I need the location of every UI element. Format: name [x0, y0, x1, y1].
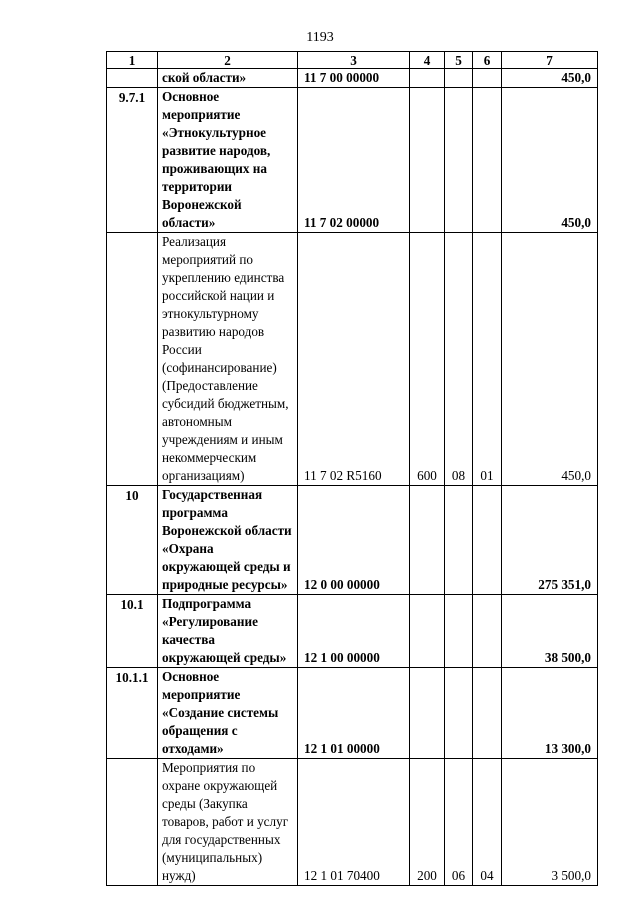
row-number: 10 — [107, 486, 158, 595]
row-code: 11 7 02 00000 — [298, 88, 410, 233]
row-amount: 450,0 — [502, 88, 598, 233]
row-code: 12 0 00 00000 — [298, 486, 410, 595]
table-row — [107, 595, 598, 668]
header-col-6: 6 — [473, 52, 502, 69]
row-amount: 3 500,0 — [502, 759, 598, 886]
row-col-5 — [445, 595, 473, 668]
header-col-7: 7 — [502, 52, 598, 69]
row-amount: 275 351,0 — [502, 486, 598, 595]
header-col-5: 5 — [445, 52, 473, 69]
row-col-4 — [410, 668, 445, 759]
row-col-6 — [473, 69, 502, 88]
header-col-3: 3 — [298, 52, 410, 69]
row-number — [107, 233, 158, 486]
row-code: 12 1 00 00000 — [298, 595, 410, 668]
row-col-6 — [473, 668, 502, 759]
row-name: Основное мероприятие «Этнокультурное развитие народов, проживающих на территории Воронежской области» — [158, 88, 298, 233]
row-name: ской области» — [158, 69, 298, 88]
page-number: 1193 — [306, 30, 334, 45]
row-col-5: 08 — [445, 233, 473, 486]
table-row — [107, 88, 598, 233]
row-number: 10.1 — [107, 595, 158, 668]
row-code: 12 1 01 00000 — [298, 668, 410, 759]
row-number — [107, 759, 158, 886]
row-col-5 — [445, 69, 473, 88]
row-col-5 — [445, 88, 473, 233]
row-code: 11 7 00 00000 — [298, 69, 410, 88]
header-col-1: 1 — [107, 52, 158, 69]
table-row — [107, 759, 598, 886]
row-number: 9.7.1 — [107, 88, 158, 233]
row-col-4 — [410, 88, 445, 233]
row-code: 11 7 02 R5160 — [298, 233, 410, 486]
budget-table — [106, 51, 598, 886]
row-col-4 — [410, 486, 445, 595]
row-name: Государственная программа Воронежской области «Охрана окружающей среды и природные ресурсы» — [158, 486, 298, 595]
row-code: 12 1 01 70400 — [298, 759, 410, 886]
row-name: Подпрограмма «Регулирование качества окружающей среды» — [158, 595, 298, 668]
row-col-4: 600 — [410, 233, 445, 486]
row-amount: 450,0 — [502, 69, 598, 88]
row-amount: 13 300,0 — [502, 668, 598, 759]
row-col-5: 06 — [445, 759, 473, 886]
row-amount: 38 500,0 — [502, 595, 598, 668]
table-row — [107, 668, 598, 759]
row-col-6: 04 — [473, 759, 502, 886]
row-number: 10.1.1 — [107, 668, 158, 759]
row-number — [107, 69, 158, 88]
table-row — [107, 69, 598, 88]
row-col-6 — [473, 486, 502, 595]
header-row — [107, 52, 598, 69]
row-col-4: 200 — [410, 759, 445, 886]
row-name: Мероприятия по охране окружающей среды (Закупка товаров, работ и услуг для государственных (муниципальных) нужд) — [158, 759, 298, 886]
row-col-4 — [410, 595, 445, 668]
row-col-5 — [445, 668, 473, 759]
row-col-5 — [445, 486, 473, 595]
table-row — [107, 486, 598, 595]
header-col-2: 2 — [158, 52, 298, 69]
row-name: Реализация мероприятий по укреплению единства российской нации и этнокультурному развитию народов России (софинансирование) (Предоставление субсидий бюджетным, автономным учреждениям и иным некоммерческим организациям) — [158, 233, 298, 486]
row-name: Основное мероприятие «Создание системы обращения с отходами» — [158, 668, 298, 759]
row-col-6: 01 — [473, 233, 502, 486]
row-amount: 450,0 — [502, 233, 598, 486]
row-col-6 — [473, 595, 502, 668]
header-col-4: 4 — [410, 52, 445, 69]
table-row — [107, 233, 598, 486]
row-col-6 — [473, 88, 502, 233]
row-col-4 — [410, 69, 445, 88]
